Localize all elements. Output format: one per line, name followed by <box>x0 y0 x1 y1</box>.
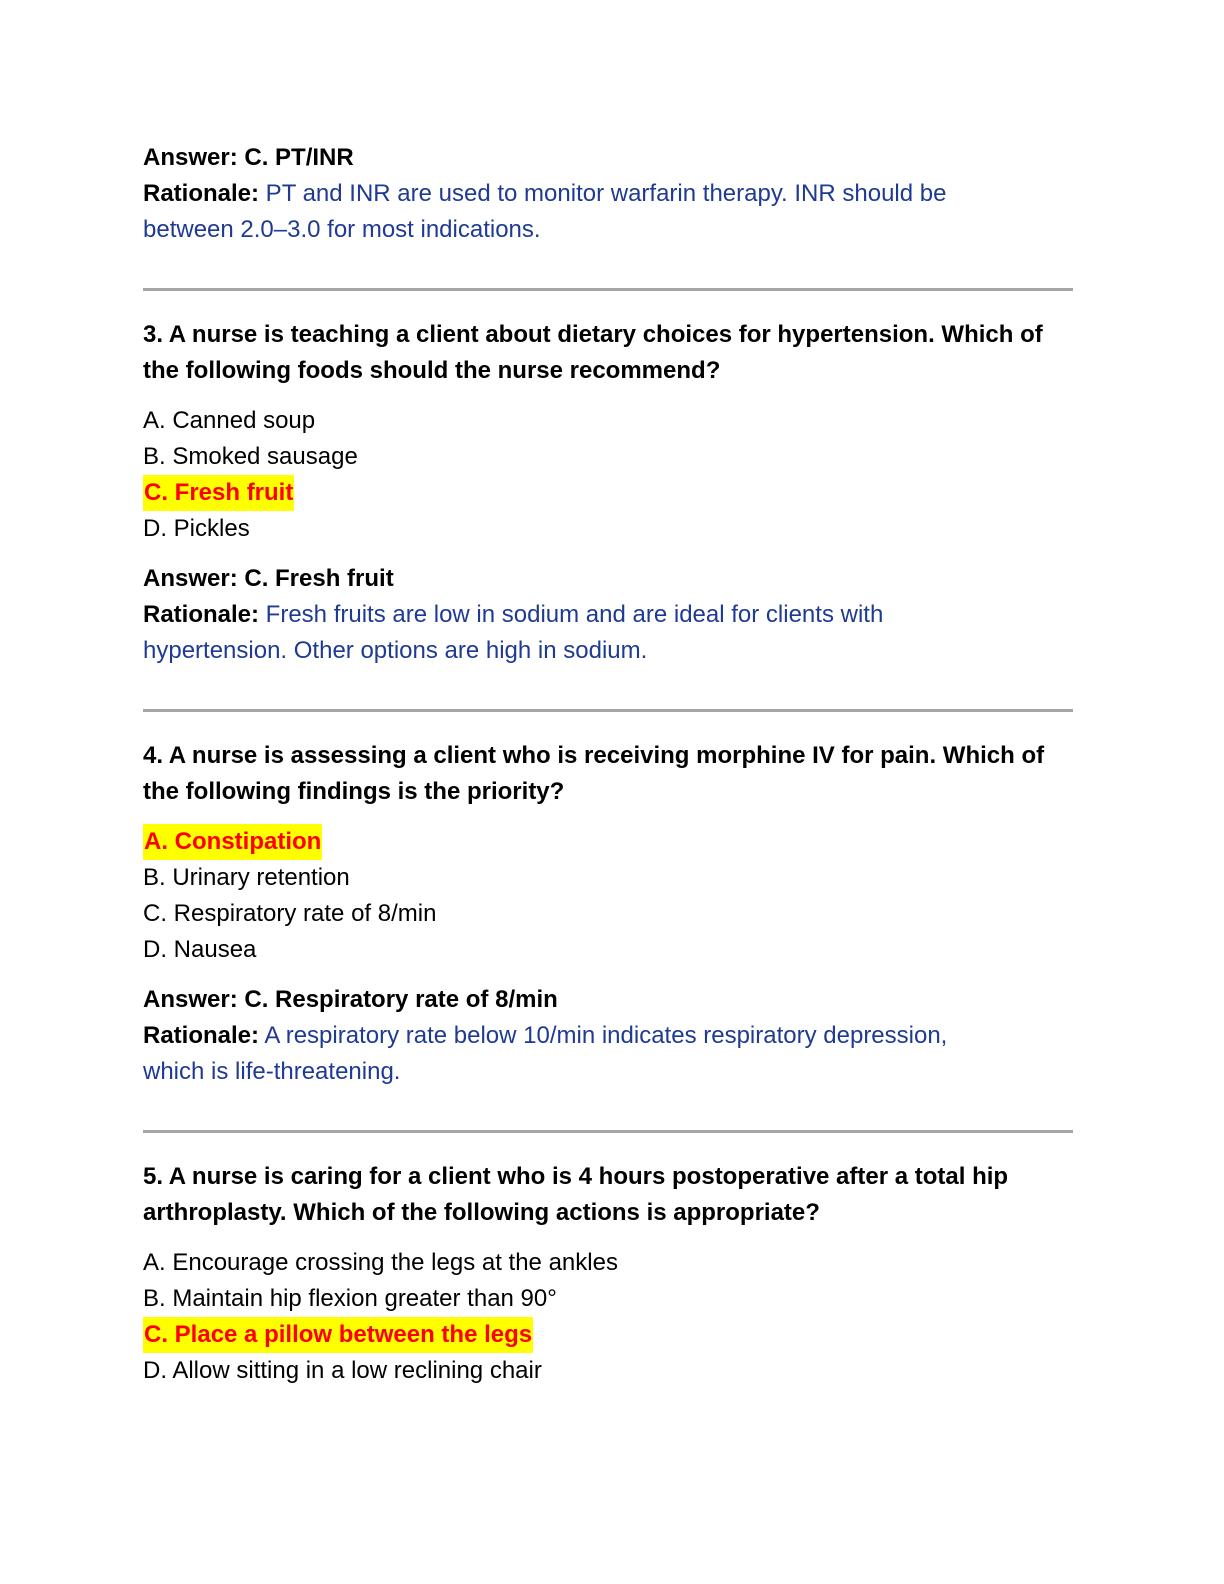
rationale-label: Rationale: <box>143 180 260 207</box>
answer-block <box>143 561 1073 669</box>
highlighted-correct-option: C. Fresh fruit <box>143 475 294 511</box>
question-stem <box>143 317 1073 389</box>
option-c <box>143 1317 1073 1353</box>
rationale-line <box>143 1018 1073 1054</box>
question-stem-line: the following findings is the priority? <box>143 778 565 805</box>
divider <box>143 1130 1073 1133</box>
rationale-text: A respiratory rate below 10/min indicates respiratory depression, <box>259 1022 948 1049</box>
option-d: D. Pickles <box>143 515 250 542</box>
rationale-text: Fresh fruits are low in sodium and are ideal for clients with <box>259 601 884 628</box>
rationale-text-continued: which is life-threatening. <box>143 1058 401 1085</box>
answer-value: C. Respiratory rate of 8/min <box>237 986 558 1013</box>
question-stem <box>143 738 1073 810</box>
option-list <box>143 403 1073 547</box>
rationale-line <box>143 597 1073 633</box>
question-block-4 <box>143 738 1073 1090</box>
option-c: C. Respiratory rate of 8/min <box>143 900 437 927</box>
question-block-3 <box>143 317 1073 669</box>
option-b: B. Maintain hip flexion greater than 90° <box>143 1285 557 1312</box>
question-stem <box>143 1159 1073 1231</box>
answer-label: Answer: <box>143 144 238 171</box>
option-a: A. Canned soup <box>143 407 316 434</box>
question-block-5 <box>143 1159 1073 1389</box>
divider <box>143 288 1073 291</box>
option-d: D. Nausea <box>143 936 257 963</box>
rationale-label: Rationale: <box>143 1022 260 1049</box>
answer-line <box>143 982 1073 1018</box>
answer-block-q2 <box>143 140 1073 248</box>
rationale-text: PT and INR are used to monitor warfarin therapy. INR should be <box>259 180 947 207</box>
answer-block <box>143 982 1073 1090</box>
option-b: B. Smoked sausage <box>143 443 358 470</box>
question-stem-line: 3. A nurse is teaching a client about dietary choices for hypertension. Which of <box>143 321 1043 348</box>
option-a: A. Encourage crossing the legs at the ankles <box>143 1249 618 1276</box>
answer-label: Answer: <box>143 565 238 592</box>
rationale-line <box>143 176 1073 212</box>
rationale-label: Rationale: <box>143 601 260 628</box>
document-content <box>143 140 1073 1389</box>
divider <box>143 709 1073 712</box>
option-d: D. Allow sitting in a low reclining chair <box>143 1357 542 1384</box>
option-list <box>143 824 1073 968</box>
highlighted-option: A. Constipation <box>143 824 322 860</box>
rationale-text-continued: hypertension. Other options are high in sodium. <box>143 637 648 664</box>
question-stem-line: 4. A nurse is assessing a client who is receiving morphine IV for pain. Which of <box>143 742 1045 769</box>
question-stem-line: the following foods should the nurse recommend? <box>143 357 721 384</box>
answer-value: C. PT/INR <box>237 144 354 171</box>
answer-value: C. Fresh fruit <box>237 565 394 592</box>
highlighted-correct-option: C. Place a pillow between the legs <box>143 1317 533 1353</box>
option-a <box>143 824 1073 860</box>
option-b: B. Urinary retention <box>143 864 350 891</box>
answer-line <box>143 140 1073 176</box>
question-stem-line: arthroplasty. Which of the following actions is appropriate? <box>143 1199 820 1226</box>
option-list <box>143 1245 1073 1389</box>
answer-label: Answer: <box>143 986 238 1013</box>
answer-line <box>143 561 1073 597</box>
option-c <box>143 475 1073 511</box>
question-stem-line: 5. A nurse is caring for a client who is 4 hours postoperative after a total hip <box>143 1163 1009 1190</box>
rationale-text-continued: between 2.0–3.0 for most indications. <box>143 216 541 243</box>
